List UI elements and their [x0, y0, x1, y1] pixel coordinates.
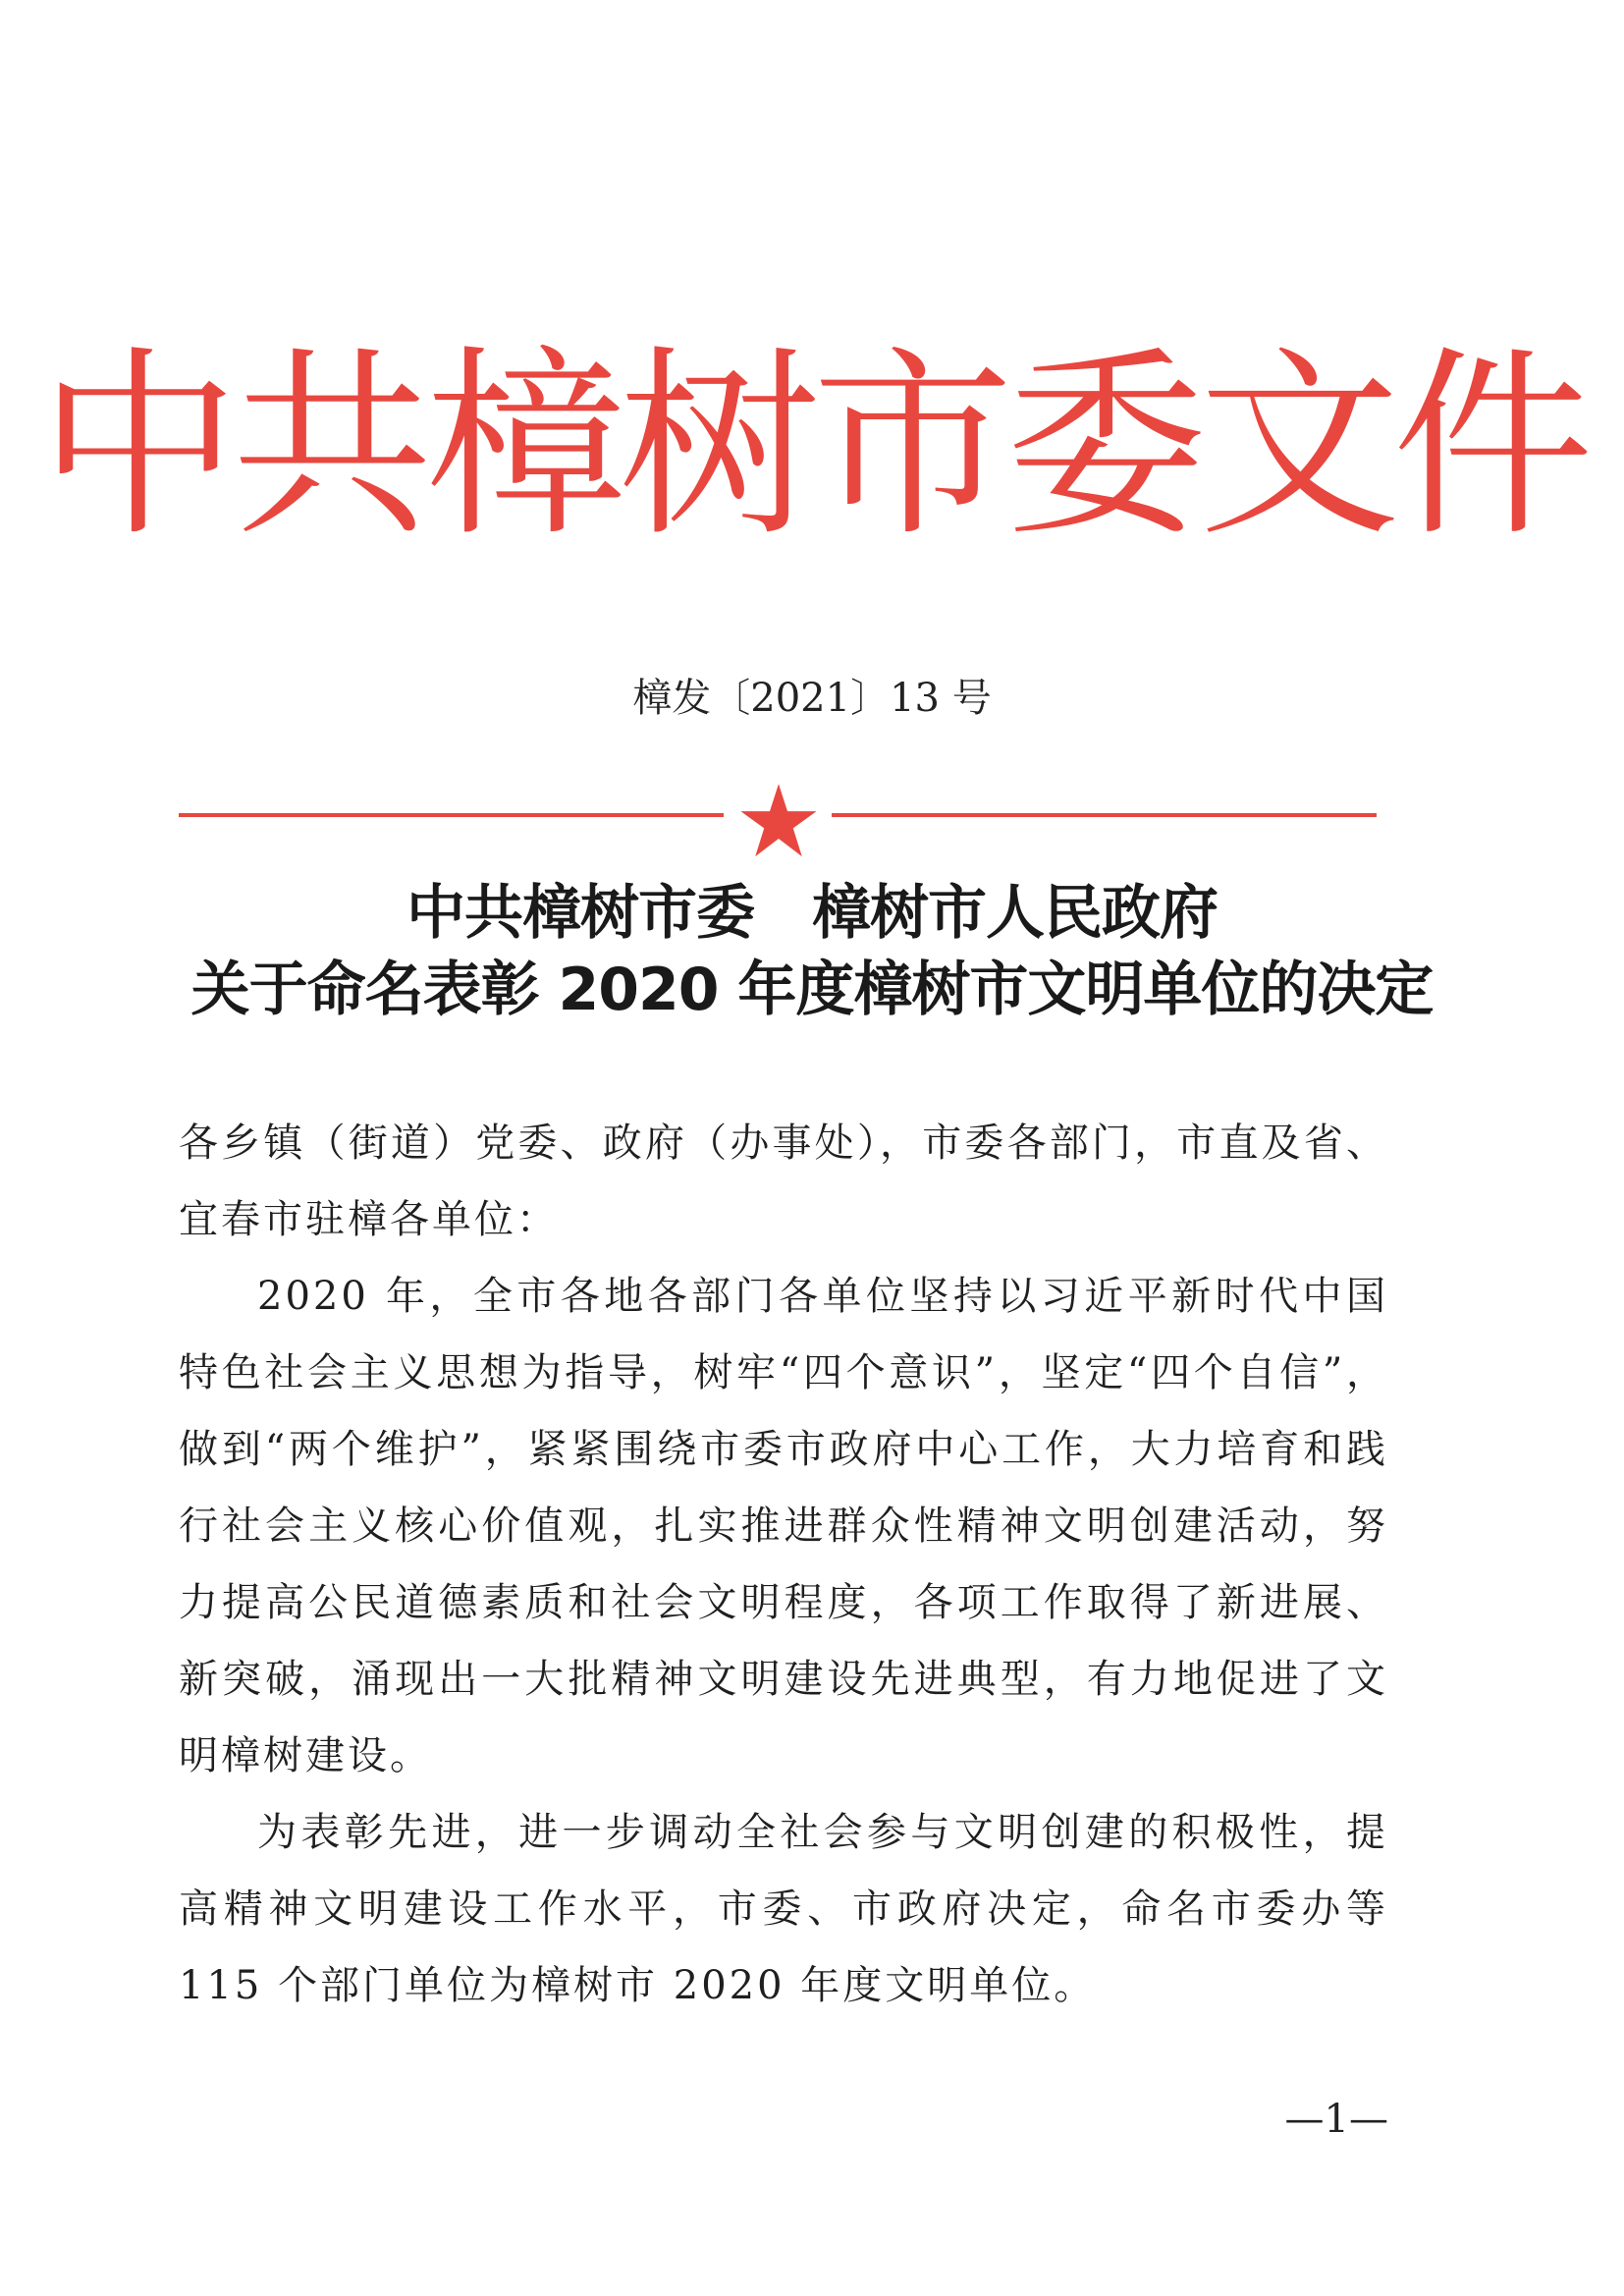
addressee-block: [179, 1105, 1388, 1258]
red-divider-right: [832, 813, 1377, 817]
document-masthead: 中共樟树市委文件: [38, 330, 1586, 564]
red-divider-left: [179, 813, 724, 817]
paragraph-2-text: 为表彰先进，进一步调动全社会参与文明创建的积极性，提高精神文明建设工作水平，市委、市政府决定，命名市委办等 115 个部门单位为樟树市 2020 年度文明单位。: [179, 1810, 1388, 2008]
body-paragraph-1: [179, 1258, 1388, 1794]
page-number: —1—: [1284, 2097, 1388, 2142]
red-star-icon: [738, 781, 819, 861]
body-paragraph-2: [179, 1794, 1388, 2024]
document-title-line-1: 中共樟树市委 樟树市人民政府: [406, 879, 1218, 948]
addressee-text: 各乡镇（街道）党委、政府（办事处），市委各部门，市直及省、宜春市驻樟各单位：: [179, 1121, 1388, 1242]
document-title-line-2: 关于命名表彰 2020 年度樟树市文明单位的决定: [190, 956, 1434, 1024]
paragraph-1-text: 2020 年，全市各地各部门各单位坚持以习近平新时代中国特色社会主义思想为指导，树牢“四个意识”，坚定“四个自信”，做到“两个维护”，紧紧围绕市委市政府中心工作，大力培育和践行社会主义核心价值观，扎实推进群众性精神文明创建活动，努力提高公民道德素质和社会文明程度，各项工作取得了新进展、新突破，涌现出一大批精神文明建设先进典型，有力地促进了文明樟树建设。: [179, 1274, 1388, 1778]
document-number: 樟发〔2021〕13 号: [632, 676, 992, 721]
